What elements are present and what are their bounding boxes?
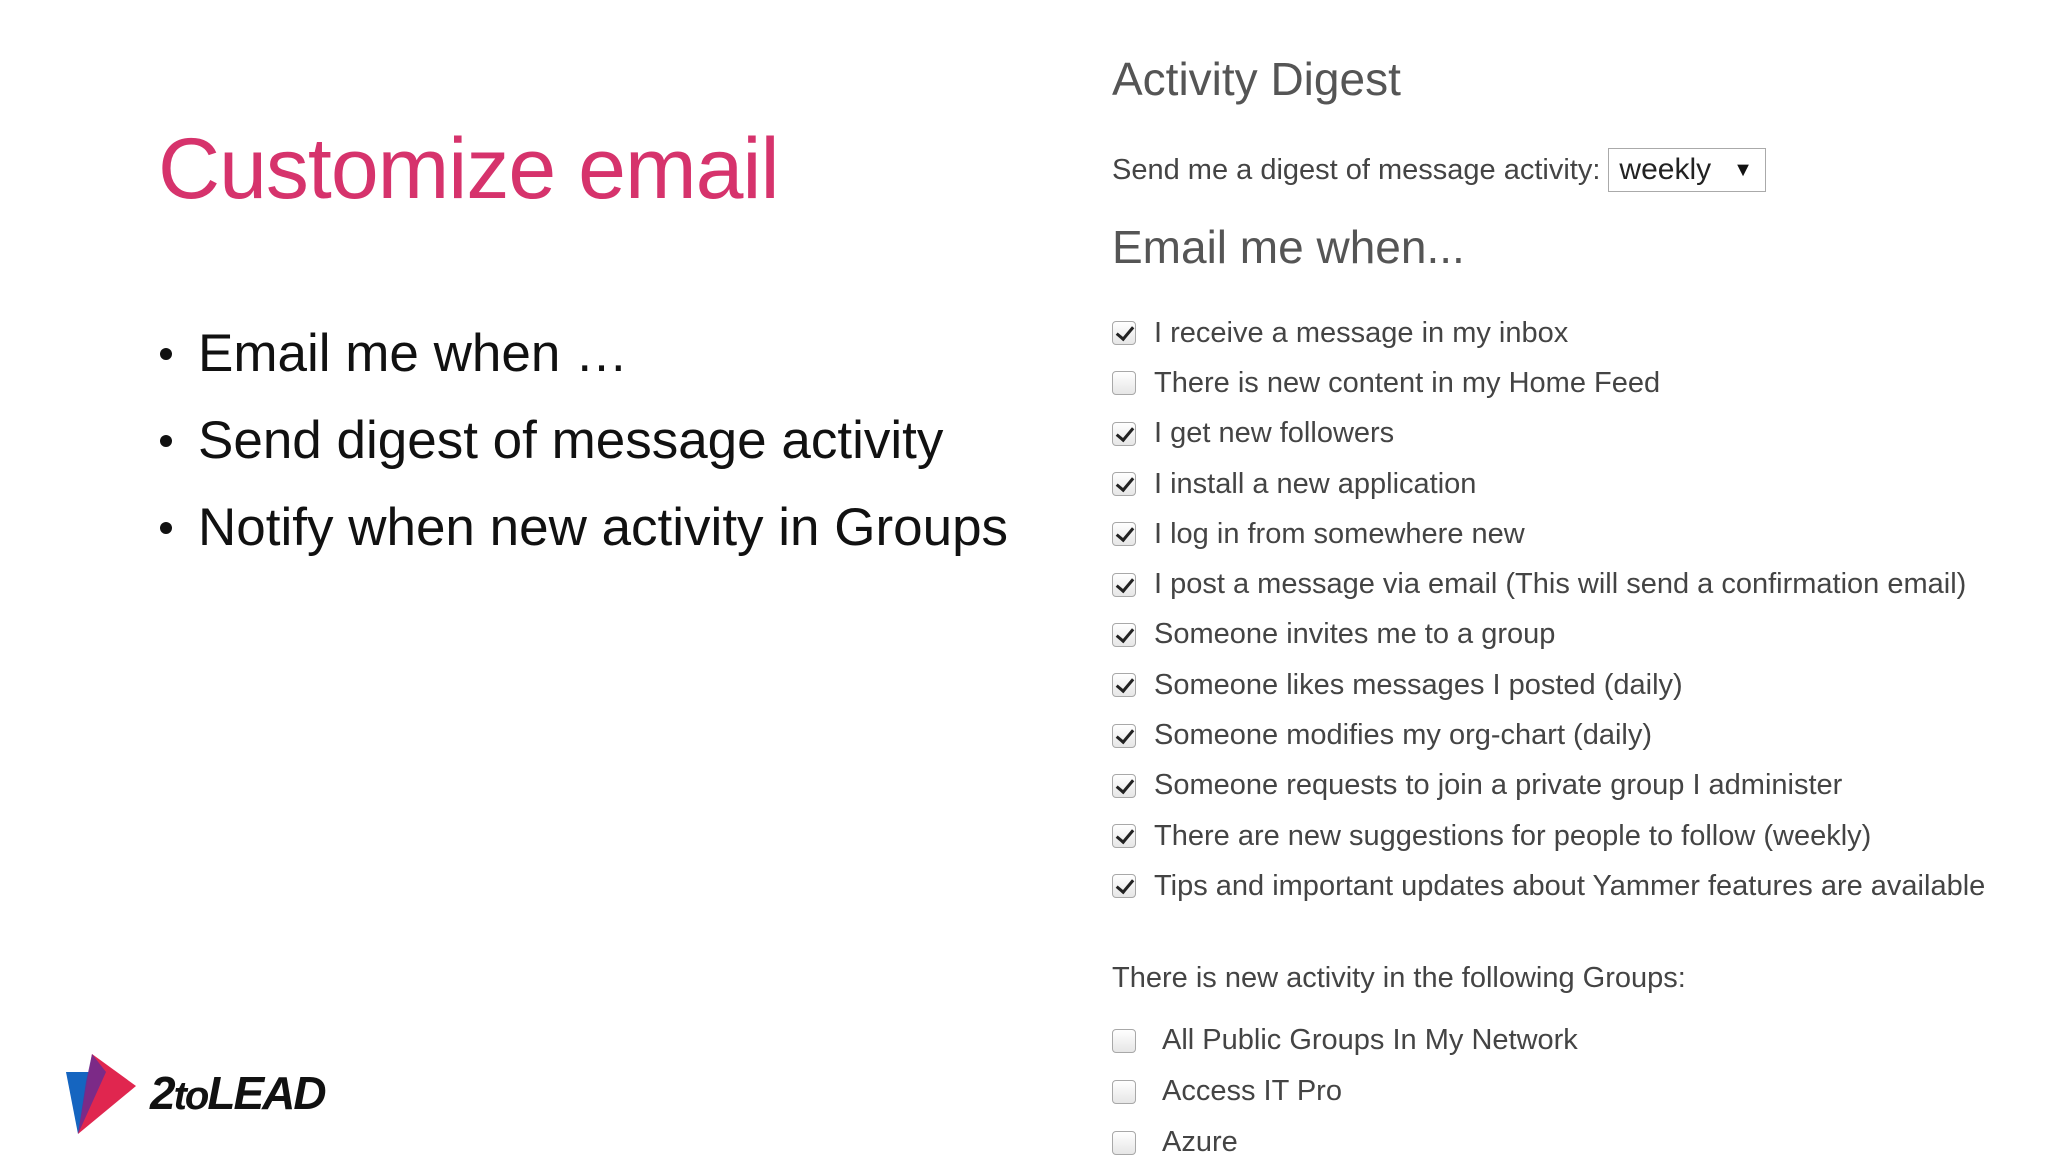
checkbox-label: I get new followers (1154, 417, 1395, 450)
checkbox-label: Azure (1162, 1126, 1238, 1158)
bullet-list (160, 310, 1008, 571)
checkbox-label: I post a message via email (This will send a confirmation email) (1154, 568, 1967, 601)
checkbox-checked[interactable] (1112, 422, 1136, 446)
logo-triangle-icon (62, 1052, 144, 1134)
checkbox-label: Someone modifies my org-chart (daily) (1154, 719, 1653, 752)
checkbox-unchecked[interactable] (1112, 1080, 1136, 1104)
checkbox-label: Tips and important updates about Yammer features are available (1154, 869, 1986, 902)
checkbox-label: There are new suggestions for people to follow (weekly) (1154, 819, 1872, 852)
brand-logo (62, 1052, 325, 1134)
bullet-dot (160, 435, 172, 447)
checkbox-checked[interactable] (1112, 522, 1136, 546)
checkbox-label: All Public Groups In My Network (1162, 1024, 1578, 1056)
checkbox-row[interactable] (1112, 358, 1985, 408)
email-settings-panel (1112, 0, 2048, 1158)
checkbox-checked[interactable] (1112, 321, 1136, 345)
activity-digest-heading: Activity Digest (1112, 53, 1401, 105)
checkbox-row[interactable] (1112, 610, 1985, 660)
checkbox-unchecked[interactable] (1112, 1131, 1136, 1155)
digest-row (1112, 148, 1766, 192)
checkbox-checked[interactable] (1112, 573, 1136, 597)
checkbox-row[interactable] (1112, 1066, 1578, 1117)
checkbox-label: Someone requests to join a private group I administer (1154, 769, 1843, 802)
checkbox-row[interactable] (1112, 459, 1985, 509)
checkbox-row[interactable] (1112, 1117, 1578, 1168)
bullet-text: Send digest of message activity (198, 411, 944, 470)
checkbox-row[interactable] (1112, 409, 1985, 459)
dropdown-arrow-icon: ▼ (1733, 158, 1753, 181)
digest-label: Send me a digest of message activity: (1112, 153, 1601, 186)
checkbox-row[interactable] (1112, 811, 1985, 861)
groups-label: There is new activity in the following Groups: (1112, 962, 1686, 994)
checkbox-label: I log in from somewhere new (1154, 517, 1525, 550)
checkbox-label: Someone likes messages I posted (daily) (1154, 668, 1683, 701)
checkbox-checked[interactable] (1112, 724, 1136, 748)
checkbox-checked[interactable] (1112, 472, 1136, 496)
checkbox-row[interactable] (1112, 761, 1985, 811)
bullet-text: Notify when new activity in Groups (198, 498, 1009, 557)
checkbox-row[interactable] (1112, 861, 1985, 911)
bullet-item (160, 484, 1008, 571)
logo-wordmark (150, 1066, 325, 1120)
checkbox-label: Someone invites me to a group (1154, 618, 1556, 651)
logo-text-part: to (173, 1074, 208, 1118)
logo-text-part: 2 (150, 1067, 174, 1119)
bullet-item (160, 397, 1008, 484)
bullet-text: Email me when … (198, 324, 629, 383)
logo-text-part: LEAD (207, 1067, 325, 1119)
checkbox-label: Access IT Pro (1162, 1075, 1342, 1107)
bullet-dot (160, 522, 172, 534)
checkbox-checked[interactable] (1112, 623, 1136, 647)
checkbox-row[interactable] (1112, 1015, 1578, 1066)
checkbox-label: I install a new application (1154, 467, 1477, 500)
checkbox-unchecked[interactable] (1112, 1029, 1136, 1053)
checkbox-unchecked[interactable] (1112, 371, 1136, 395)
group-checkbox-list (1112, 1015, 1578, 1168)
digest-frequency-value: weekly (1619, 153, 1712, 186)
checkbox-row[interactable] (1112, 710, 1985, 760)
email-me-when-heading: Email me when... (1112, 221, 1465, 273)
digest-frequency-select[interactable] (1608, 148, 1766, 192)
checkbox-checked[interactable] (1112, 874, 1136, 898)
slide-title: Customize email (158, 121, 779, 217)
checkbox-checked[interactable] (1112, 824, 1136, 848)
checkbox-row[interactable] (1112, 509, 1985, 559)
checkbox-row[interactable] (1112, 308, 1985, 358)
checkbox-checked[interactable] (1112, 673, 1136, 697)
bullet-item (160, 310, 1008, 397)
notification-checkbox-list (1112, 308, 1985, 912)
bullet-dot (160, 348, 172, 360)
checkbox-checked[interactable] (1112, 774, 1136, 798)
checkbox-label: There is new content in my Home Feed (1154, 366, 1661, 399)
checkbox-row[interactable] (1112, 559, 1985, 609)
checkbox-row[interactable] (1112, 660, 1985, 710)
checkbox-label: I receive a message in my inbox (1154, 316, 1569, 349)
